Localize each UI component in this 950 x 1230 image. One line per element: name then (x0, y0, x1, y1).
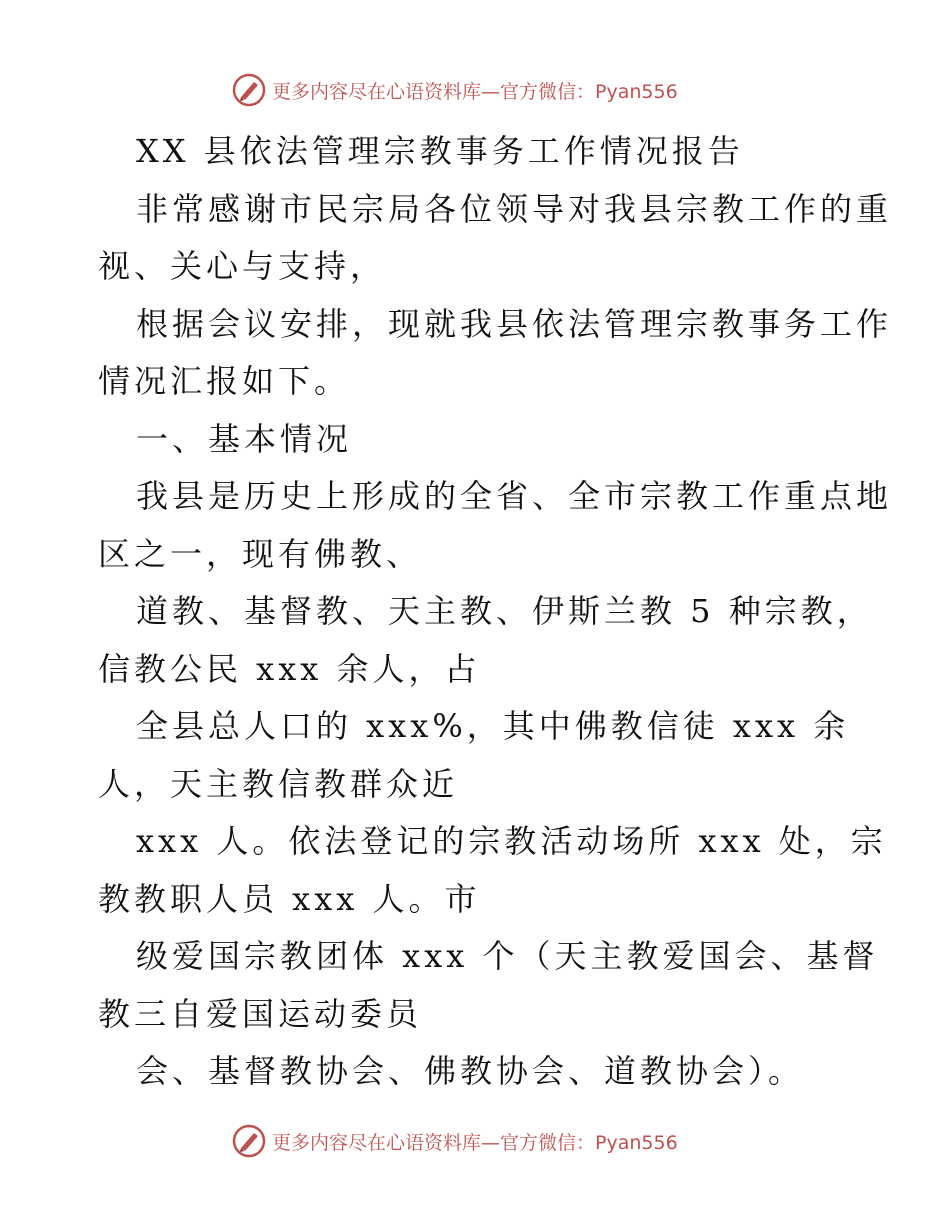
watermark-footer (232, 1121, 678, 1161)
paragraph-line: 区之一，现有佛教、 (98, 534, 423, 573)
watermark-header (232, 70, 678, 110)
paragraph-line: 全县总人口的 xxx%，其中佛教信徒 xxx 余 (136, 707, 850, 745)
paragraph-line: 教教职人员 xxx 人。市 (98, 879, 481, 918)
paragraph-line: 一、基本情况 (136, 419, 353, 458)
paragraph-line: 情况汇报如下。 (98, 362, 351, 400)
document-title: XX 县依法管理宗教事务工作情况报告 (136, 132, 744, 170)
paragraph-line: 视、关心与支持， (98, 247, 387, 285)
watermark-text: 更多内容尽在心语资料库—官方微信：Pyan556 (272, 80, 678, 103)
paragraph-line: 信教公民 xxx 余人，占 (98, 649, 481, 688)
paragraph-line: 级爱国宗教团体 xxx 个（天主教爱国会、基督 (136, 937, 879, 975)
paragraph-line: 人，天主教信教群众近 (98, 764, 459, 803)
paragraph-line: 我县是历史上形成的全省、全市宗教工作重点地 (136, 477, 893, 515)
paragraph-line: 教三自爱国运动委员 (98, 994, 423, 1033)
paragraph-line: 道教、基督教、天主教、伊斯兰教 5 种宗教， (136, 592, 873, 630)
watermark-text: 更多内容尽在心语资料库—官方微信：Pyan556 (272, 1131, 678, 1154)
paragraph-line: 非常感谢市民宗局各位领导对我县宗教工作的重 (136, 189, 893, 228)
pen-logo-icon (232, 1124, 266, 1158)
pen-logo-icon (232, 73, 266, 107)
paragraph-line: xxx 人。依法登记的宗教活动场所 xxx 处，宗 (136, 822, 887, 860)
paragraph-line: 会、基督教协会、佛教协会、道教协会）。 (136, 1052, 805, 1090)
paragraph-line: 根据会议安排，现就我县依法管理宗教事务工作 (136, 304, 893, 343)
